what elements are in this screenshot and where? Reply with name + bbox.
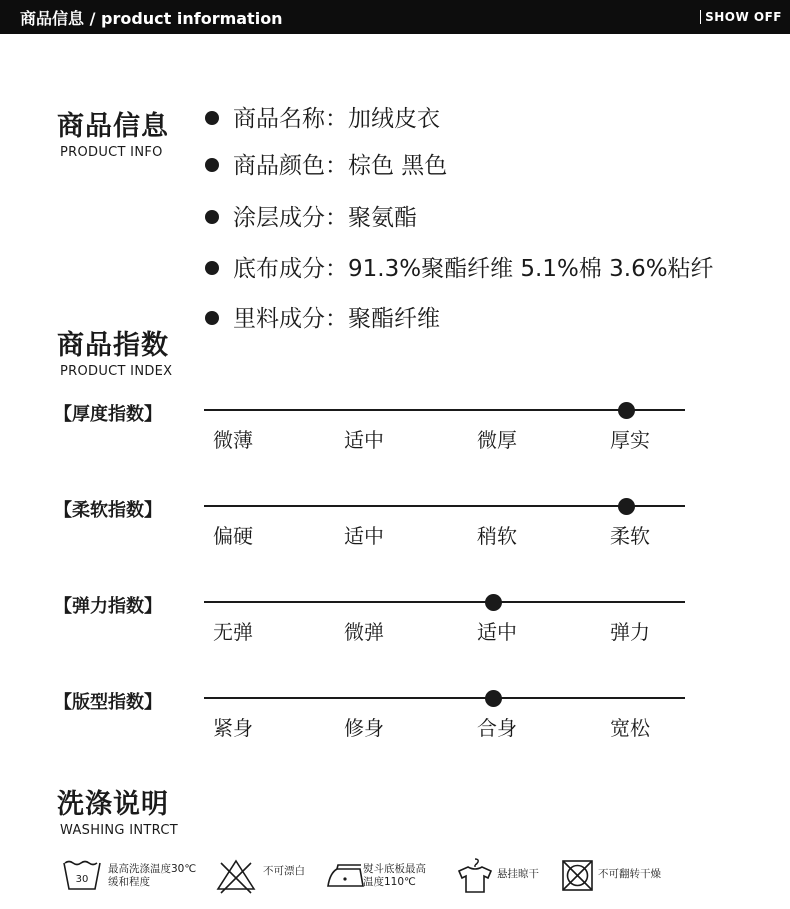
index-marker-dot — [618, 402, 635, 419]
index-label: 【弹力指数】 — [54, 596, 162, 617]
iron-icon — [325, 855, 365, 895]
info-item: 里料成分：聚酯纤维 — [205, 300, 440, 333]
bullet-icon — [205, 311, 219, 325]
index-option: 无弹 — [213, 620, 253, 644]
hang-dry-icon — [455, 855, 495, 895]
no-tumble-dry-icon — [560, 855, 596, 895]
show-off-label: SHOW OFF — [700, 10, 782, 24]
index-section-title: 商品指数 — [57, 330, 169, 361]
index-label: 【柔软指数】 — [54, 500, 162, 521]
index-option: 偏硬 — [213, 524, 253, 548]
svg-text:30: 30 — [75, 874, 89, 885]
index-option: 紧身 — [213, 716, 253, 740]
bullet-icon — [205, 261, 219, 275]
index-option: 厚实 — [610, 428, 650, 452]
index-scale-line — [204, 409, 685, 411]
info-item: 涂层成分：聚氨酯 — [205, 199, 417, 232]
index-marker-dot — [618, 498, 635, 515]
index-option: 适中 — [477, 620, 517, 644]
index-label: 【厚度指数】 — [54, 404, 162, 425]
bullet-icon — [205, 158, 219, 172]
index-scale-line — [204, 601, 685, 603]
index-option: 合身 — [477, 716, 517, 740]
info-section-subtitle: PRODUCT INFO — [60, 145, 163, 160]
iron-item: 熨斗底板最高 温度110℃ — [325, 855, 455, 899]
index-option: 修身 — [344, 716, 384, 740]
index-marker-dot — [485, 690, 502, 707]
info-item: 商品颜色：棕色 黑色 — [205, 147, 447, 180]
index-marker-dot — [485, 594, 502, 611]
index-option: 微厚 — [477, 428, 517, 452]
index-option: 适中 — [344, 524, 384, 548]
no-bleach-item: 不可漂白 — [215, 855, 325, 899]
washing-icons-row — [0, 855, 790, 899]
info-item: 商品名称：加绒皮衣 — [205, 100, 440, 133]
no-bleach-icon — [215, 855, 257, 895]
index-scale-line — [204, 697, 685, 699]
no-tumble-dry-item: 不可翻转干燥 — [560, 855, 690, 899]
index-option: 微弹 — [344, 620, 384, 644]
index-label: 【版型指数】 — [54, 692, 162, 713]
index-option: 适中 — [344, 428, 384, 452]
bullet-icon — [205, 210, 219, 224]
index-scale-line — [204, 505, 685, 507]
wash-tub-30-icon — [62, 855, 102, 895]
index-option: 柔软 — [610, 524, 650, 548]
top-banner — [0, 0, 790, 34]
bullet-icon — [205, 111, 219, 125]
index-option: 宽松 — [610, 716, 650, 740]
wash-30-item: 30 最高洗涤温度30℃ 缓和程度 — [62, 855, 212, 899]
banner-title: 商品信息 / product information — [20, 9, 283, 28]
index-option: 微薄 — [213, 428, 253, 452]
info-section-title: 商品信息 — [57, 111, 169, 142]
washing-section-subtitle: WASHING INTRCT — [60, 823, 178, 838]
info-item: 底布成分：91.3%聚酯纤维 5.1%棉 3.6%粘纤 — [205, 250, 714, 283]
washing-section-title: 洗涤说明 — [57, 789, 169, 820]
hang-dry-item: 悬挂晾干 — [455, 855, 560, 899]
index-option: 稍软 — [477, 524, 517, 548]
index-section-subtitle: PRODUCT INDEX — [60, 364, 173, 379]
index-option: 弹力 — [610, 620, 650, 644]
